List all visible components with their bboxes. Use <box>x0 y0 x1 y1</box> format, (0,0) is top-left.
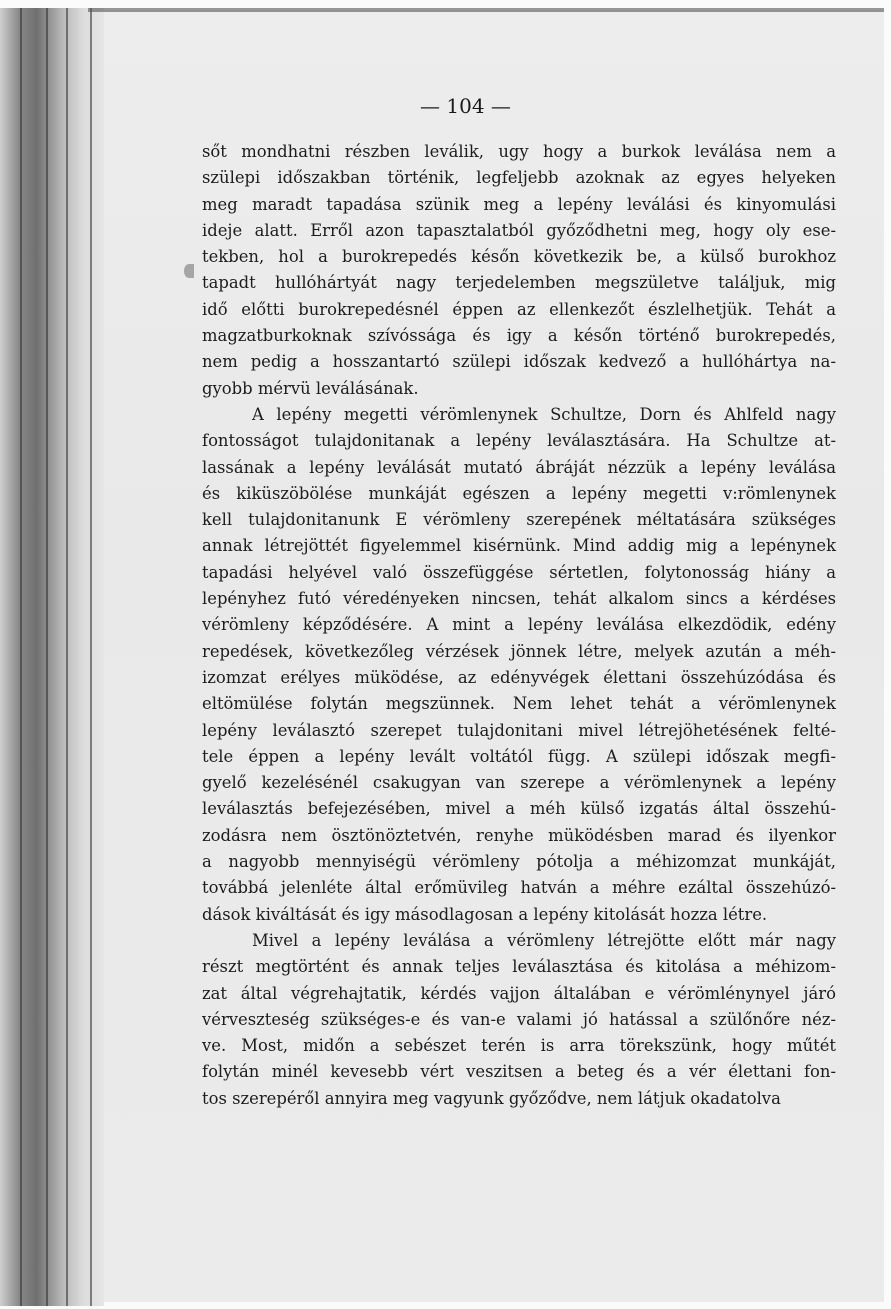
text-line: továbbá jelenléte által erőmüvileg hatván a méhre ezáltal összehúzó- <box>202 878 836 898</box>
paragraph <box>202 402 836 928</box>
text-line: tapadt hullóhártyát nagy terjedelemben megszületve találjuk, mig <box>202 273 836 293</box>
text-line: lepényhez futó véredényeken nincsen, tehát alkalom sincs a kérdéses <box>202 589 836 609</box>
text-line: részt megtörtént és annak teljes leválasztása és kitolása a méhizom- <box>202 957 836 977</box>
text-line: Mivel a lepény leválása a vérömleny létrejötte előtt már nagy <box>252 930 836 950</box>
text-line: vérveszteség szükséges-e és van-e valami jó hatással a szülőnőre néz- <box>202 1009 836 1029</box>
gutter-line <box>90 8 92 1306</box>
text-line: tapadási helyével való összefüggése sértetlen, folytonosság hiány a <box>202 562 836 582</box>
text-line: lepény leválasztó szerepet tulajdonitani mivel létrejöhetésének felté- <box>202 720 836 740</box>
text-line: gyobb mérvü leválásának. <box>202 378 419 398</box>
text-line: lassának a lepény leválását mutató ábráját nézzük a lepény leválása <box>202 457 836 477</box>
text-line: vérömleny képződésére. A mint a lepény leválása elkezdödik, edény <box>202 615 836 635</box>
text-line: fontosságot tulajdonitanak a lepény leválasztására. Ha Schultze at- <box>202 431 836 451</box>
margin-ink-mark <box>184 264 194 278</box>
text-line: tos szerepéről annyira meg vagyunk győződve, nem látjuk okadatolva <box>202 1088 781 1108</box>
paragraph <box>202 139 836 402</box>
paragraph <box>202 928 836 1112</box>
body-text <box>202 139 836 1112</box>
text-line: leválasztás befejezésében, mivel a méh külső izgatás által összehú- <box>202 799 836 819</box>
text-line: idő előtti burokrepedésnél éppen az ellenkezőt észlelhetjük. Tehát a <box>202 299 836 319</box>
gutter-line <box>66 8 68 1306</box>
text-line: izomzat erélyes müködése, az edényvégek élettani összehúzódása és <box>202 667 836 687</box>
text-line: zodásra nem ösztönöztetvén, renyhe müködésben marad és ilyenkor <box>202 825 836 845</box>
text-line: A lepény megetti vérömlenynek Schultze, Dorn és Ahlfeld nagy <box>252 404 836 424</box>
text-line: dások kiváltását és igy másodlagosan a lepény kitolását hozza létre. <box>202 904 768 924</box>
gutter-line <box>46 8 48 1306</box>
text-line: zat által végrehajtatik, kérdés vajjon általában e vérömlénynyel járó <box>202 983 836 1003</box>
text-line: ideje alatt. Erről azon tapasztalatból győződhetni meg, hogy oly ese- <box>202 220 836 240</box>
page-number: — 104 — <box>420 94 511 118</box>
text-line: és kiküszöbölése munkáját egészen a lepény megetti v:römlenynek <box>202 483 836 503</box>
page-top-edge <box>88 8 884 12</box>
text-line: kell tulajdonitanunk E vérömleny szerepének méltatására szükséges <box>202 510 836 530</box>
text-line: annak létrejöttét figyelemmel kisérnünk. Mind addig mig a lepénynek <box>202 536 836 556</box>
text-line: ve. Most, midőn a sebészet terén is arra törekszünk, hogy műtét <box>202 1036 836 1056</box>
book-gutter-shadow <box>0 8 104 1306</box>
text-line: a nagyobb mennyiségü vérömleny pótolja a méhizomzat munkáját, <box>202 852 836 872</box>
text-line: tele éppen a lepény levált voltától függ. A szülepi időszak megfi- <box>202 746 836 766</box>
text-line: meg maradt tapadása szünik meg a lepény leválási és kinyomulási <box>202 194 836 214</box>
text-line: sőt mondhatni részben leválik, ugy hogy a burkok leválása nem a <box>202 142 836 161</box>
text-line: szülepi időszakban történik, legfeljebb azoknak az egyes helyeken <box>202 168 836 188</box>
text-line: eltömülése folytán megszünnek. Nem lehet tehát a vérömlenynek <box>202 694 836 714</box>
text-line: nem pedig a hosszantartó szülepi időszak kedvező a hullóhártya na- <box>202 352 836 372</box>
text-line: gyelő kezelésénél csakugyan van szerepe a vérömlenynek a lepény <box>202 773 836 793</box>
text-line: magzatburkoknak szívóssága és igy a későn történő burokrepedés, <box>202 326 836 346</box>
text-line: repedések, következőleg vérzések jönnek létre, melyek azután a méh- <box>202 641 836 661</box>
text-line: tekben, hol a burokrepedés későn következik be, a külső burokhoz <box>202 247 836 267</box>
text-line: folytán minél kevesebb vért veszitsen a beteg és a vér élettani fon- <box>202 1062 836 1082</box>
gutter-line <box>20 8 22 1306</box>
